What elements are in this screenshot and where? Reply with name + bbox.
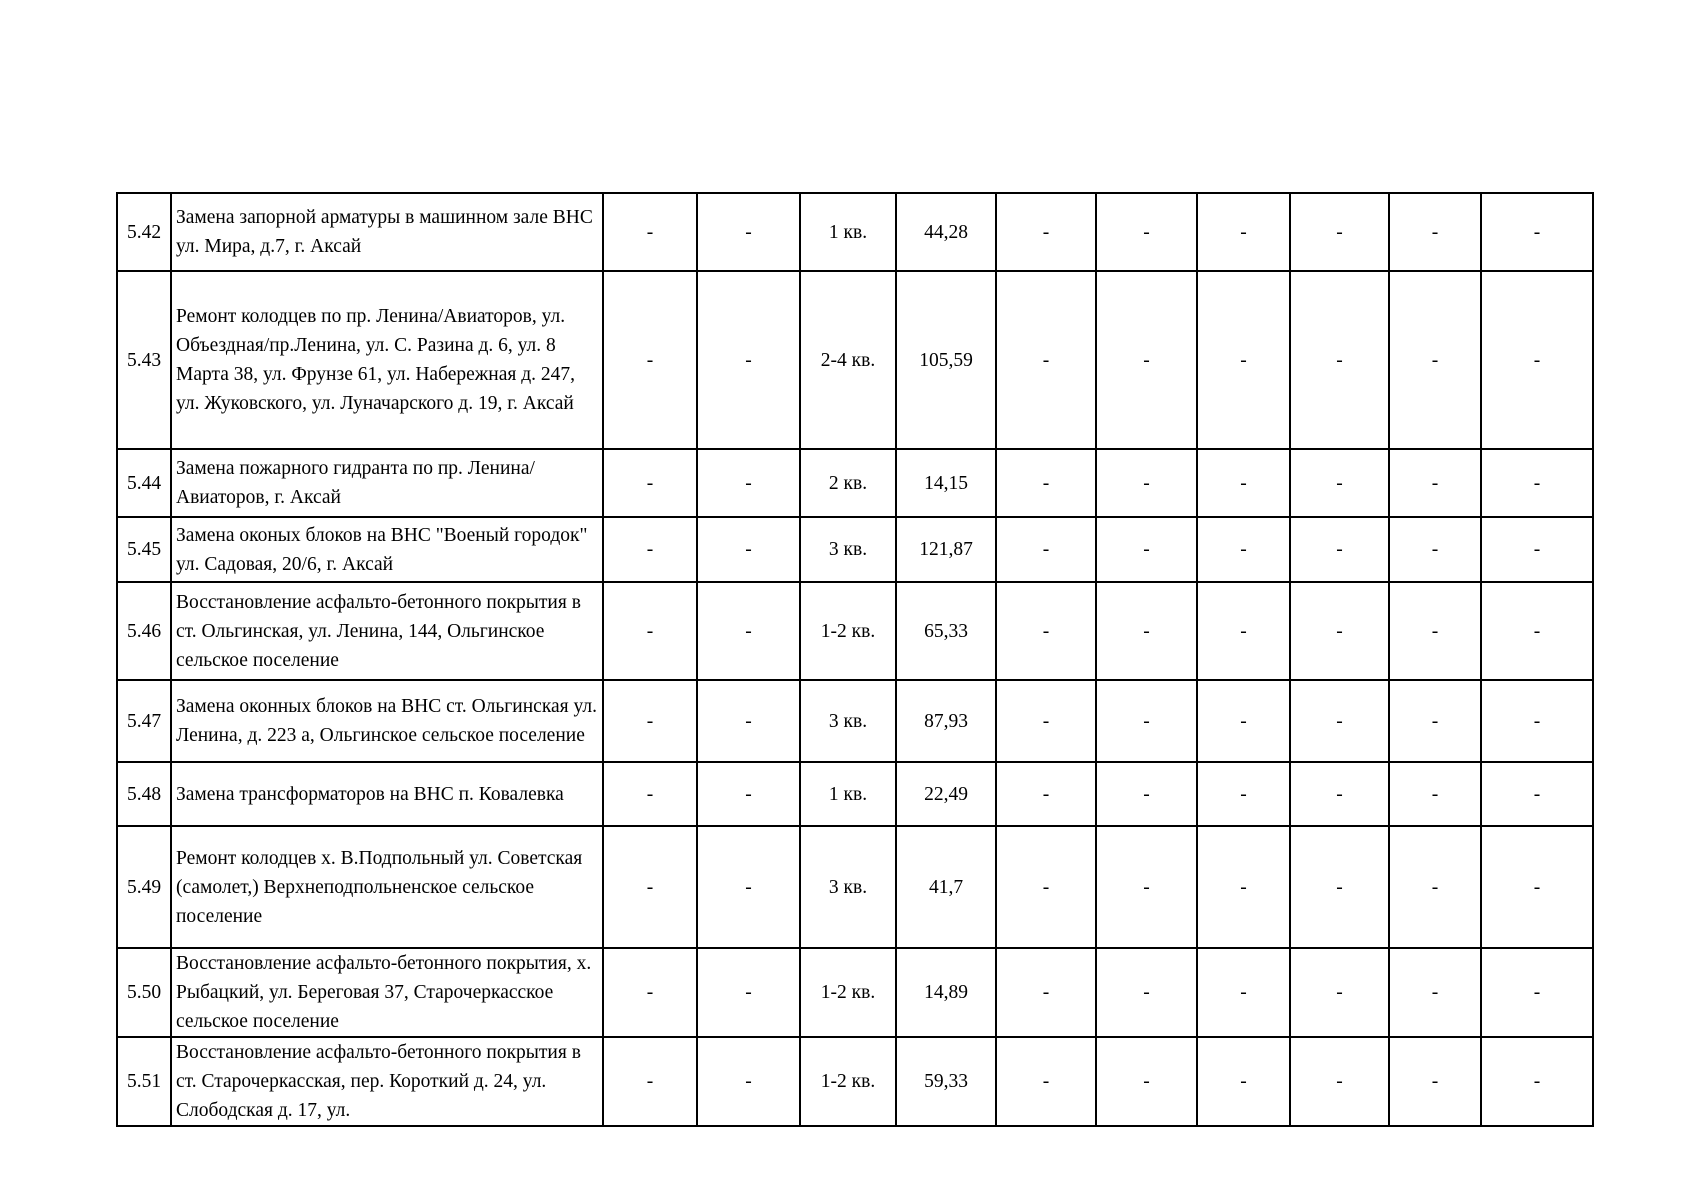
cell-value: - xyxy=(1389,1037,1481,1126)
table-row xyxy=(117,271,1593,449)
work-description: Замена оконных блоков на ВНС ст. Ольгинская ул. Ленина, д. 223 а, Ольгинское сельское поселение xyxy=(171,680,603,762)
amount-cell: 121,87 xyxy=(896,517,996,582)
cell-value: - xyxy=(603,680,697,762)
work-description: Замена трансформаторов на ВНС п. Ковалевка xyxy=(171,762,603,826)
period-cell: 3 кв. xyxy=(800,680,896,762)
cell-value: - xyxy=(1290,948,1389,1037)
cell-value: - xyxy=(1481,762,1593,826)
cell-value: - xyxy=(1197,582,1290,680)
cell-value: - xyxy=(1197,826,1290,948)
work-description: Восстановление асфальто-бетонного покрытия в ст. Старочеркасская, пер. Короткий д. 24, ул. Слободская д. 17, ул. xyxy=(171,1037,603,1126)
cell-value: - xyxy=(697,680,800,762)
work-description: Восстановление асфальто-бетонного покрытия в ст. Ольгинская, ул. Ленина, 144, Ольгинское сельское поселение xyxy=(171,582,603,680)
cell-value: - xyxy=(996,271,1096,449)
cell-value: - xyxy=(1290,826,1389,948)
cell-value: - xyxy=(1389,826,1481,948)
cell-value: - xyxy=(1096,762,1197,826)
cell-value: - xyxy=(1096,1037,1197,1126)
cell-value: - xyxy=(1290,193,1389,271)
cell-value: - xyxy=(1389,582,1481,680)
work-description: Ремонт колодцев по пр. Ленина/Авиаторов, ул. Объездная/пр.Ленина, ул. С. Разина д. 6, ул. 8 Марта 38, ул. Фрунзе 61, ул. Набережная д. 247, ул. Жуковского, ул. Луначарского д. 19, г. Аксай xyxy=(171,271,603,449)
cell-value: - xyxy=(1389,948,1481,1037)
table-row xyxy=(117,762,1593,826)
row-number: 5.43 xyxy=(117,271,171,449)
table-row xyxy=(117,582,1593,680)
cell-value: - xyxy=(1481,582,1593,680)
amount-cell: 44,28 xyxy=(896,193,996,271)
cell-value: - xyxy=(996,680,1096,762)
row-number: 5.48 xyxy=(117,762,171,826)
cell-value: - xyxy=(697,517,800,582)
cell-value: - xyxy=(1096,193,1197,271)
table-row xyxy=(117,193,1593,271)
cell-value: - xyxy=(697,449,800,517)
works-table xyxy=(116,192,1594,1127)
row-number: 5.46 xyxy=(117,582,171,680)
cell-value: - xyxy=(1096,680,1197,762)
cell-value: - xyxy=(1197,680,1290,762)
cell-value: - xyxy=(1389,449,1481,517)
table-row xyxy=(117,517,1593,582)
cell-value: - xyxy=(1481,271,1593,449)
cell-value: - xyxy=(1481,826,1593,948)
cell-value: - xyxy=(697,582,800,680)
cell-value: - xyxy=(1096,582,1197,680)
cell-value: - xyxy=(1481,1037,1593,1126)
cell-value: - xyxy=(697,1037,800,1126)
row-number: 5.45 xyxy=(117,517,171,582)
cell-value: - xyxy=(1389,762,1481,826)
amount-cell: 87,93 xyxy=(896,680,996,762)
cell-value: - xyxy=(1481,517,1593,582)
period-cell: 1-2 кв. xyxy=(800,1037,896,1126)
row-number: 5.42 xyxy=(117,193,171,271)
cell-value: - xyxy=(1197,193,1290,271)
cell-value: - xyxy=(996,193,1096,271)
cell-value: - xyxy=(1290,271,1389,449)
period-cell: 2 кв. xyxy=(800,449,896,517)
cell-value: - xyxy=(697,193,800,271)
row-number: 5.44 xyxy=(117,449,171,517)
table-row xyxy=(117,1037,1593,1126)
work-description: Замена пожарного гидранта по пр. Ленина/Авиаторов, г. Аксай xyxy=(171,449,603,517)
amount-cell: 65,33 xyxy=(896,582,996,680)
cell-value: - xyxy=(1290,449,1389,517)
cell-value: - xyxy=(996,449,1096,517)
cell-value: - xyxy=(1290,762,1389,826)
period-cell: 3 кв. xyxy=(800,517,896,582)
work-description: Замена оконых блоков на ВНС "Военый городок" ул. Садовая, 20/6, г. Аксай xyxy=(171,517,603,582)
amount-cell: 41,7 xyxy=(896,826,996,948)
cell-value: - xyxy=(1481,449,1593,517)
period-cell: 1-2 кв. xyxy=(800,948,896,1037)
period-cell: 1 кв. xyxy=(800,193,896,271)
cell-value: - xyxy=(603,193,697,271)
cell-value: - xyxy=(697,271,800,449)
cell-value: - xyxy=(996,762,1096,826)
cell-value: - xyxy=(1389,517,1481,582)
cell-value: - xyxy=(603,826,697,948)
cell-value: - xyxy=(1096,517,1197,582)
cell-value: - xyxy=(1290,517,1389,582)
cell-value: - xyxy=(1096,826,1197,948)
row-number: 5.51 xyxy=(117,1037,171,1126)
cell-value: - xyxy=(603,271,697,449)
amount-cell: 59,33 xyxy=(896,1037,996,1126)
cell-value: - xyxy=(1197,948,1290,1037)
amount-cell: 14,15 xyxy=(896,449,996,517)
cell-value: - xyxy=(603,582,697,680)
cell-value: - xyxy=(603,1037,697,1126)
cell-value: - xyxy=(697,948,800,1037)
row-number: 5.50 xyxy=(117,948,171,1037)
amount-cell: 14,89 xyxy=(896,948,996,1037)
cell-value: - xyxy=(1389,271,1481,449)
period-cell: 1 кв. xyxy=(800,762,896,826)
work-description: Замена запорной арматуры в машинном зале ВНС ул. Мира, д.7, г. Аксай xyxy=(171,193,603,271)
cell-value: - xyxy=(603,449,697,517)
cell-value: - xyxy=(1290,680,1389,762)
cell-value: - xyxy=(1096,449,1197,517)
amount-cell: 105,59 xyxy=(896,271,996,449)
cell-value: - xyxy=(697,826,800,948)
amount-cell: 22,49 xyxy=(896,762,996,826)
cell-value: - xyxy=(697,762,800,826)
period-cell: 1-2 кв. xyxy=(800,582,896,680)
cell-value: - xyxy=(1096,271,1197,449)
cell-value: - xyxy=(1389,680,1481,762)
cell-value: - xyxy=(1197,1037,1290,1126)
cell-value: - xyxy=(603,517,697,582)
cell-value: - xyxy=(603,762,697,826)
cell-value: - xyxy=(996,826,1096,948)
table-row xyxy=(117,449,1593,517)
cell-value: - xyxy=(603,948,697,1037)
cell-value: - xyxy=(1481,948,1593,1037)
cell-value: - xyxy=(1197,517,1290,582)
cell-value: - xyxy=(1290,1037,1389,1126)
cell-value: - xyxy=(996,517,1096,582)
cell-value: - xyxy=(1481,193,1593,271)
work-description: Восстановление асфальто-бетонного покрытия, х. Рыбацкий, ул. Береговая 37, Старочеркасское сельское поселение xyxy=(171,948,603,1037)
cell-value: - xyxy=(1197,271,1290,449)
table-row xyxy=(117,948,1593,1037)
cell-value: - xyxy=(996,948,1096,1037)
cell-value: - xyxy=(1197,449,1290,517)
period-cell: 2-4 кв. xyxy=(800,271,896,449)
period-cell: 3 кв. xyxy=(800,826,896,948)
cell-value: - xyxy=(1197,762,1290,826)
row-number: 5.47 xyxy=(117,680,171,762)
cell-value: - xyxy=(1481,680,1593,762)
cell-value: - xyxy=(996,1037,1096,1126)
work-description: Ремонт колодцев х. В.Подпольный ул. Советская (самолет,) Верхнеподпольненское сельское поселение xyxy=(171,826,603,948)
cell-value: - xyxy=(1290,582,1389,680)
table-row xyxy=(117,826,1593,948)
table-row xyxy=(117,680,1593,762)
cell-value: - xyxy=(1096,948,1197,1037)
row-number: 5.49 xyxy=(117,826,171,948)
cell-value: - xyxy=(1389,193,1481,271)
cell-value: - xyxy=(996,582,1096,680)
